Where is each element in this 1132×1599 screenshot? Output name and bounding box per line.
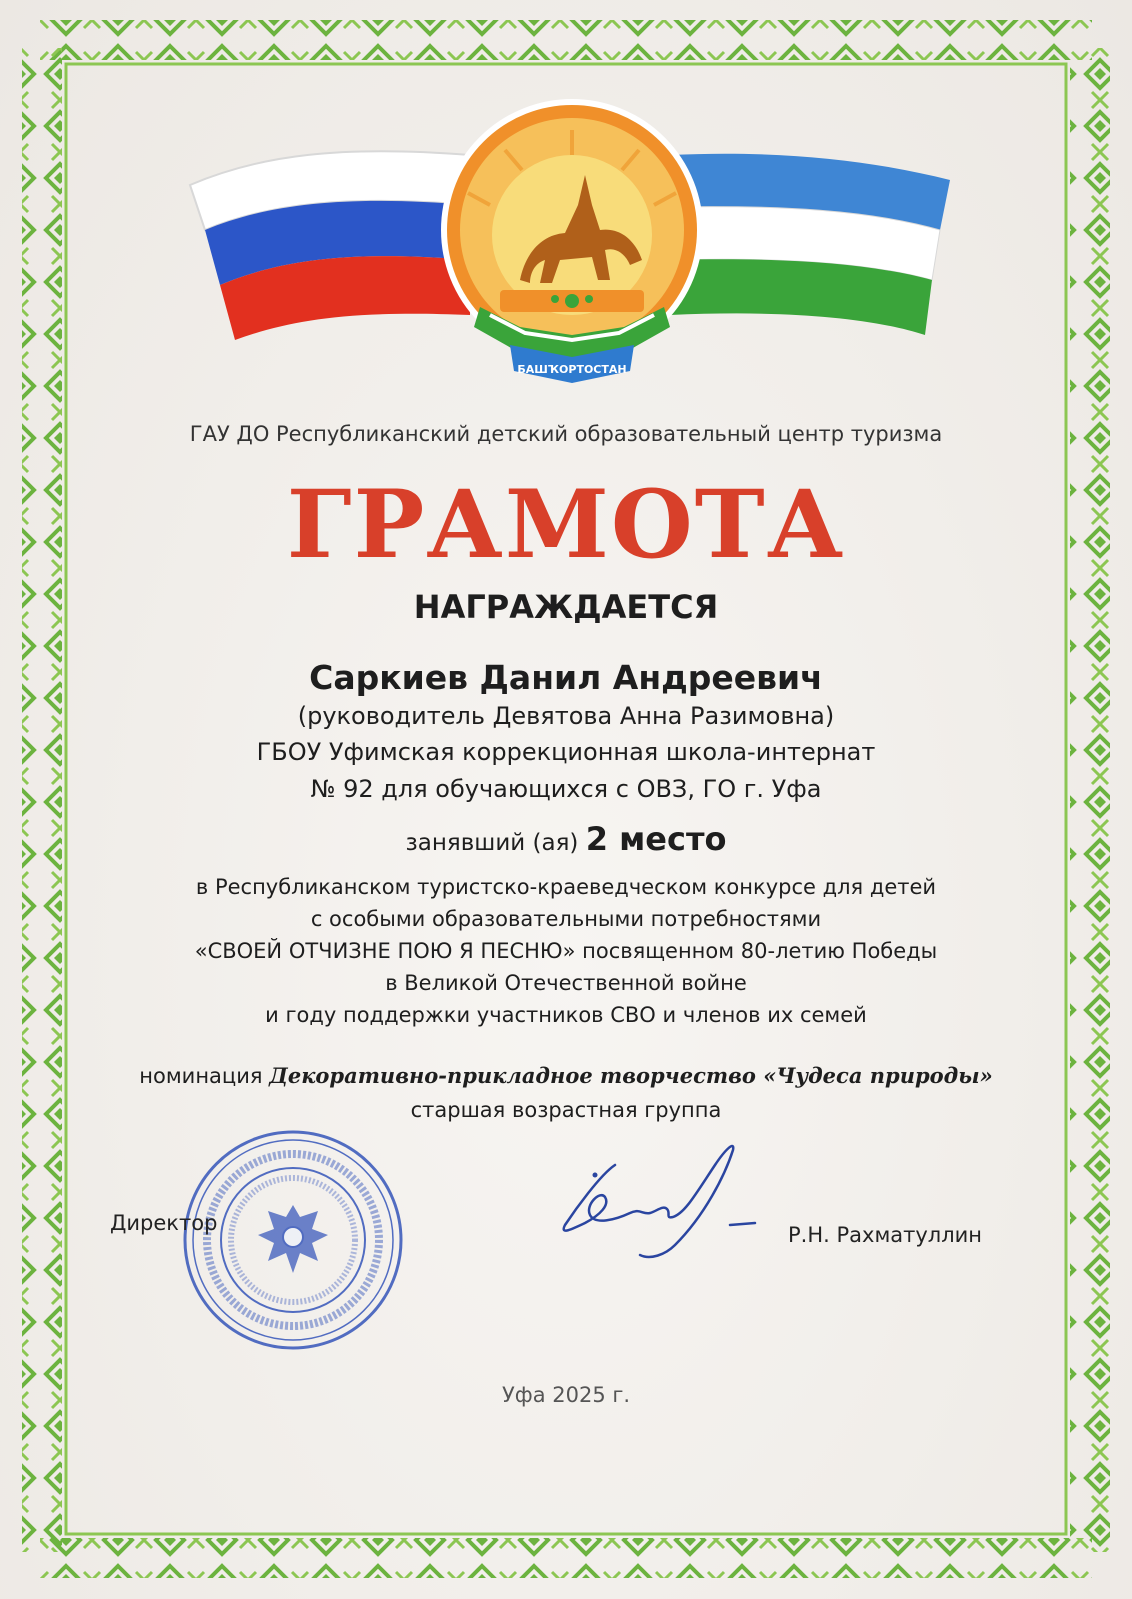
official-stamp [178, 1125, 408, 1355]
nomination-prefix: номинация [139, 1064, 270, 1088]
age-group: старшая возрастная группа [410, 1098, 722, 1122]
contest-line-3: «СВОЕЙ ОТЧИЗНЕ ПОЮ Я ПЕСНЮ» посвященном 80-летию Победы [194, 939, 938, 963]
contest-line-2: с особыми образовательными потребностями [310, 907, 822, 931]
school-line-1: ГБОУ Уфимская коррекционная школа-интернат [256, 738, 876, 766]
nomination-line [0, 1063, 1132, 1088]
place-line [0, 820, 1132, 858]
bashkortostan-flag [670, 154, 950, 335]
coat-of-arms [444, 102, 700, 383]
recipient-name: Саркиев Данил Андреевич [309, 658, 823, 697]
director-name: Р.Н. Рахматуллин [788, 1223, 983, 1247]
contest-line-1: в Республиканском туристско-краеведческом конкурсе для детей [195, 875, 937, 899]
certificate-title: ГРАМОТА [286, 470, 846, 580]
emblem-label: БАШҠОРТОСТАН [517, 363, 627, 376]
russian-flag [190, 151, 470, 340]
supervisor-line: (руководитель Девятова Анна Разимовна) [297, 702, 835, 730]
director-signature [555, 1135, 765, 1265]
contest-line-5: и году поддержки участников СВО и членов их семей [265, 1003, 867, 1027]
place-value: 2 место [585, 820, 727, 858]
awarded-label: НАГРАЖДАЕТСЯ [413, 588, 719, 626]
director-label: Директор [110, 1211, 218, 1235]
nomination-value: Декоративно-прикладное творчество «Чудеса природы» [269, 1063, 993, 1088]
place-prefix: занявший (ая) [405, 830, 586, 856]
bashkortostan-emblem [180, 95, 960, 385]
organization-header: ГАУ ДО Республиканский детский образовательный центр туризма [189, 422, 943, 446]
city-year: Уфа 2025 г. [501, 1383, 631, 1407]
contest-line-4: в Великой Отечественной войне [385, 971, 747, 995]
school-line-2: № 92 для обучающихся с ОВЗ, ГО г. Уфа [310, 775, 822, 803]
